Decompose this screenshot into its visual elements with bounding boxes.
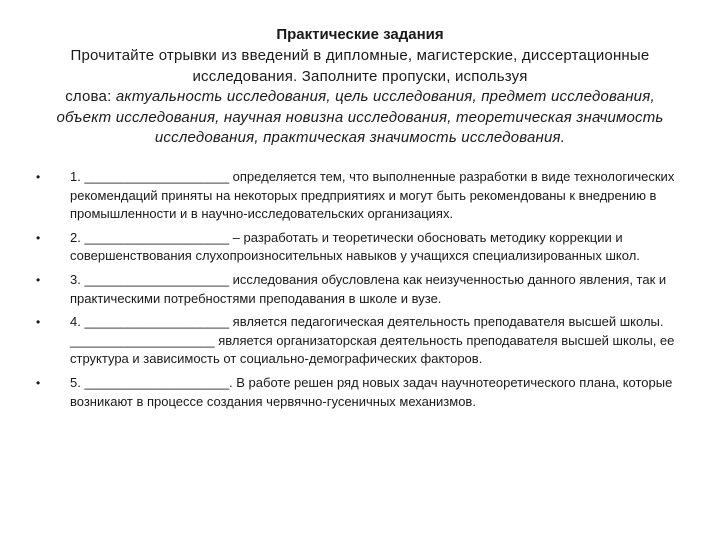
bullet-icon: • — [36, 375, 41, 390]
list-item — [0, 374, 720, 411]
instructions — [40, 46, 680, 149]
task-text: 3. ____________________ исследования обусловлена как неизученностью данного явления, так и практическими потребностями преподавания в школе и вузе. — [70, 271, 667, 306]
task-text: 5. ____________________. В работе решен ряд новых задач научнотеоретического плана, которые возникают в процессе создания червячно-гусеничных механизмов. — [70, 374, 673, 409]
task-text: 1. ____________________ определяется тем, что выполненные разработки в виде технологических рекомендаций приняты на некоторых предприятиях и могут быть рекомендованы к внедрению в промышленности и в научно-исследовательских организациях. — [70, 169, 675, 222]
terms-list: актуальность исследования, цель исследования, предмет исследования, объект исследования, научная новизна исследования, теоретическая значимость исследования, практическая значимость исследования. — [56, 88, 664, 146]
list-item — [0, 229, 720, 266]
page-title: Практические задания — [276, 26, 444, 43]
bullet-icon: • — [36, 272, 41, 287]
instructions-prefix: слова: — [65, 88, 116, 105]
list-item — [0, 271, 720, 308]
bullet-icon: • — [36, 315, 41, 330]
task-list — [0, 168, 720, 416]
instructions-line-2: исследования. Заполните пропуски, используя — [192, 67, 528, 85]
list-item — [0, 313, 720, 369]
list-item — [0, 168, 720, 224]
instructions-line-1: Прочитайте отрывки из введений в дипломные, магистерские, диссертационные — [70, 47, 650, 64]
bullet-icon: • — [36, 230, 41, 245]
bullet-icon: • — [36, 170, 41, 184]
task-text: 4. ____________________ является педагогическая деятельность преподавателя высшей школы. ____________________ является организаторская деятельность преподавателя высшей школы, ее структура и зависимость от социально-демографических факторов. — [70, 314, 675, 367]
task-text: 2. ____________________ – разработать и теоретически обосновать методику коррекции и совершенствования слухопроизносительных навыков у учащихся специализированных школ. — [70, 229, 640, 264]
